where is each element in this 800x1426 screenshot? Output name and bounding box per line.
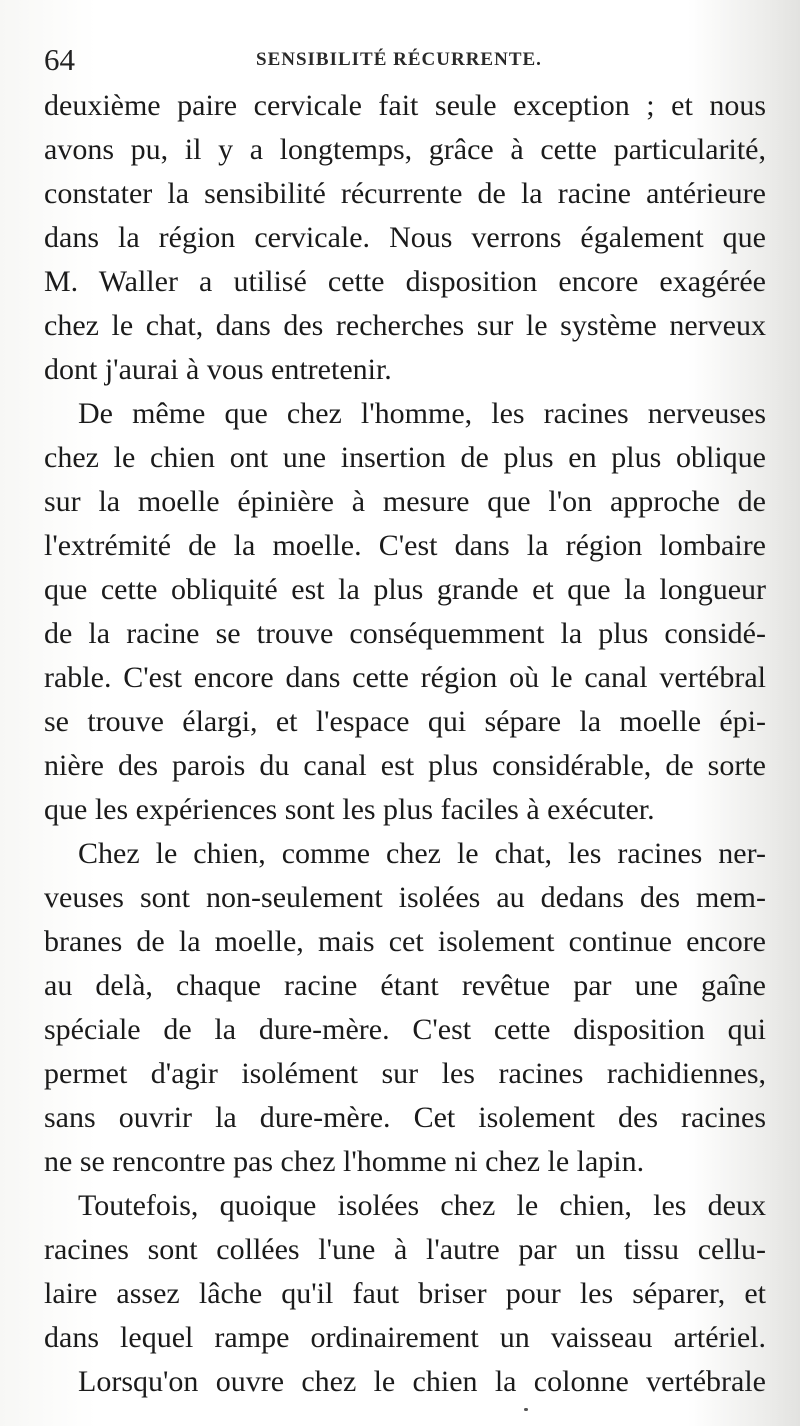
- text-line: sans ouvrir la dure-mère. Cet isolement des racines: [44, 1101, 766, 1134]
- text-line: dans lequel rampe ordinairement un vaisseau artériel.: [44, 1321, 766, 1354]
- page-number: 64: [44, 42, 75, 77]
- text-line: spéciale de la dure-mère. C'est cette disposition qui: [44, 1013, 766, 1046]
- text-line: Lorsqu'on ouvre chez le chien la colonne vertébrale: [78, 1365, 766, 1398]
- text-line: dont j'aurai à vous entretenir.: [44, 353, 392, 386]
- text-line: l'extrémité de la moelle. C'est dans la région lombaire: [44, 529, 766, 562]
- page-header: [44, 40, 764, 80]
- text-line: Chez le chien, comme chez le chat, les racines ner-: [78, 837, 766, 870]
- text-line: chez le chien ont une insertion de plus en plus oblique: [44, 441, 766, 474]
- text-line: permet d'agir isolément sur les racines rachidiennes,: [44, 1057, 766, 1090]
- text-line: chez le chat, dans des recherches sur le système nerveux: [44, 309, 766, 342]
- text-line: deuxième paire cervicale fait seule exception ; et nous: [44, 89, 766, 122]
- body-text: [44, 84, 766, 1404]
- text-line: Toutefois, quoique isolées chez le chien, les deux: [78, 1189, 766, 1222]
- text-line: rable. C'est encore dans cette région où le canal vertébral: [44, 661, 766, 694]
- text-line: au delà, chaque racine étant revêtue par une gaîne: [44, 969, 766, 1002]
- text-line: sur la moelle épinière à mesure que l'on approche de: [44, 485, 766, 518]
- ink-speck: [524, 1408, 528, 1411]
- text-line: De même que chez l'homme, les racines nerveuses: [78, 397, 766, 430]
- text-line: ne se rencontre pas chez l'homme ni chez le lapin.: [44, 1145, 645, 1178]
- text-line: avons pu, il y a longtemps, grâce à cette particularité,: [44, 133, 766, 166]
- text-line: veuses sont non-seulement isolées au dedans des mem-: [44, 881, 766, 914]
- text-line: que les expériences sont les plus faciles à exécuter.: [44, 793, 655, 826]
- running-head: SENSIBILITÉ RÉCURRENTE.: [256, 49, 542, 70]
- text-line: de la racine se trouve conséquemment la plus considé-: [44, 617, 766, 650]
- text-line: racines sont collées l'une à l'autre par un tissu cellu-: [44, 1233, 766, 1266]
- text-line: dans la région cervicale. Nous verrons également que: [44, 221, 766, 254]
- text-line: constater la sensibilité récurrente de la racine antérieure: [44, 177, 766, 210]
- text-line: M. Waller a utilisé cette disposition encore exagérée: [44, 265, 766, 298]
- text-line: se trouve élargi, et l'espace qui sépare la moelle épi-: [44, 705, 766, 738]
- text-line: nière des parois du canal est plus considérable, de sorte: [44, 749, 766, 782]
- text-line: laire assez lâche qu'il faut briser pour les séparer, et: [44, 1277, 766, 1310]
- text-line: que cette obliquité est la plus grande et que la longueur: [44, 573, 766, 606]
- text-line: branes de la moelle, mais cet isolement continue encore: [44, 925, 766, 958]
